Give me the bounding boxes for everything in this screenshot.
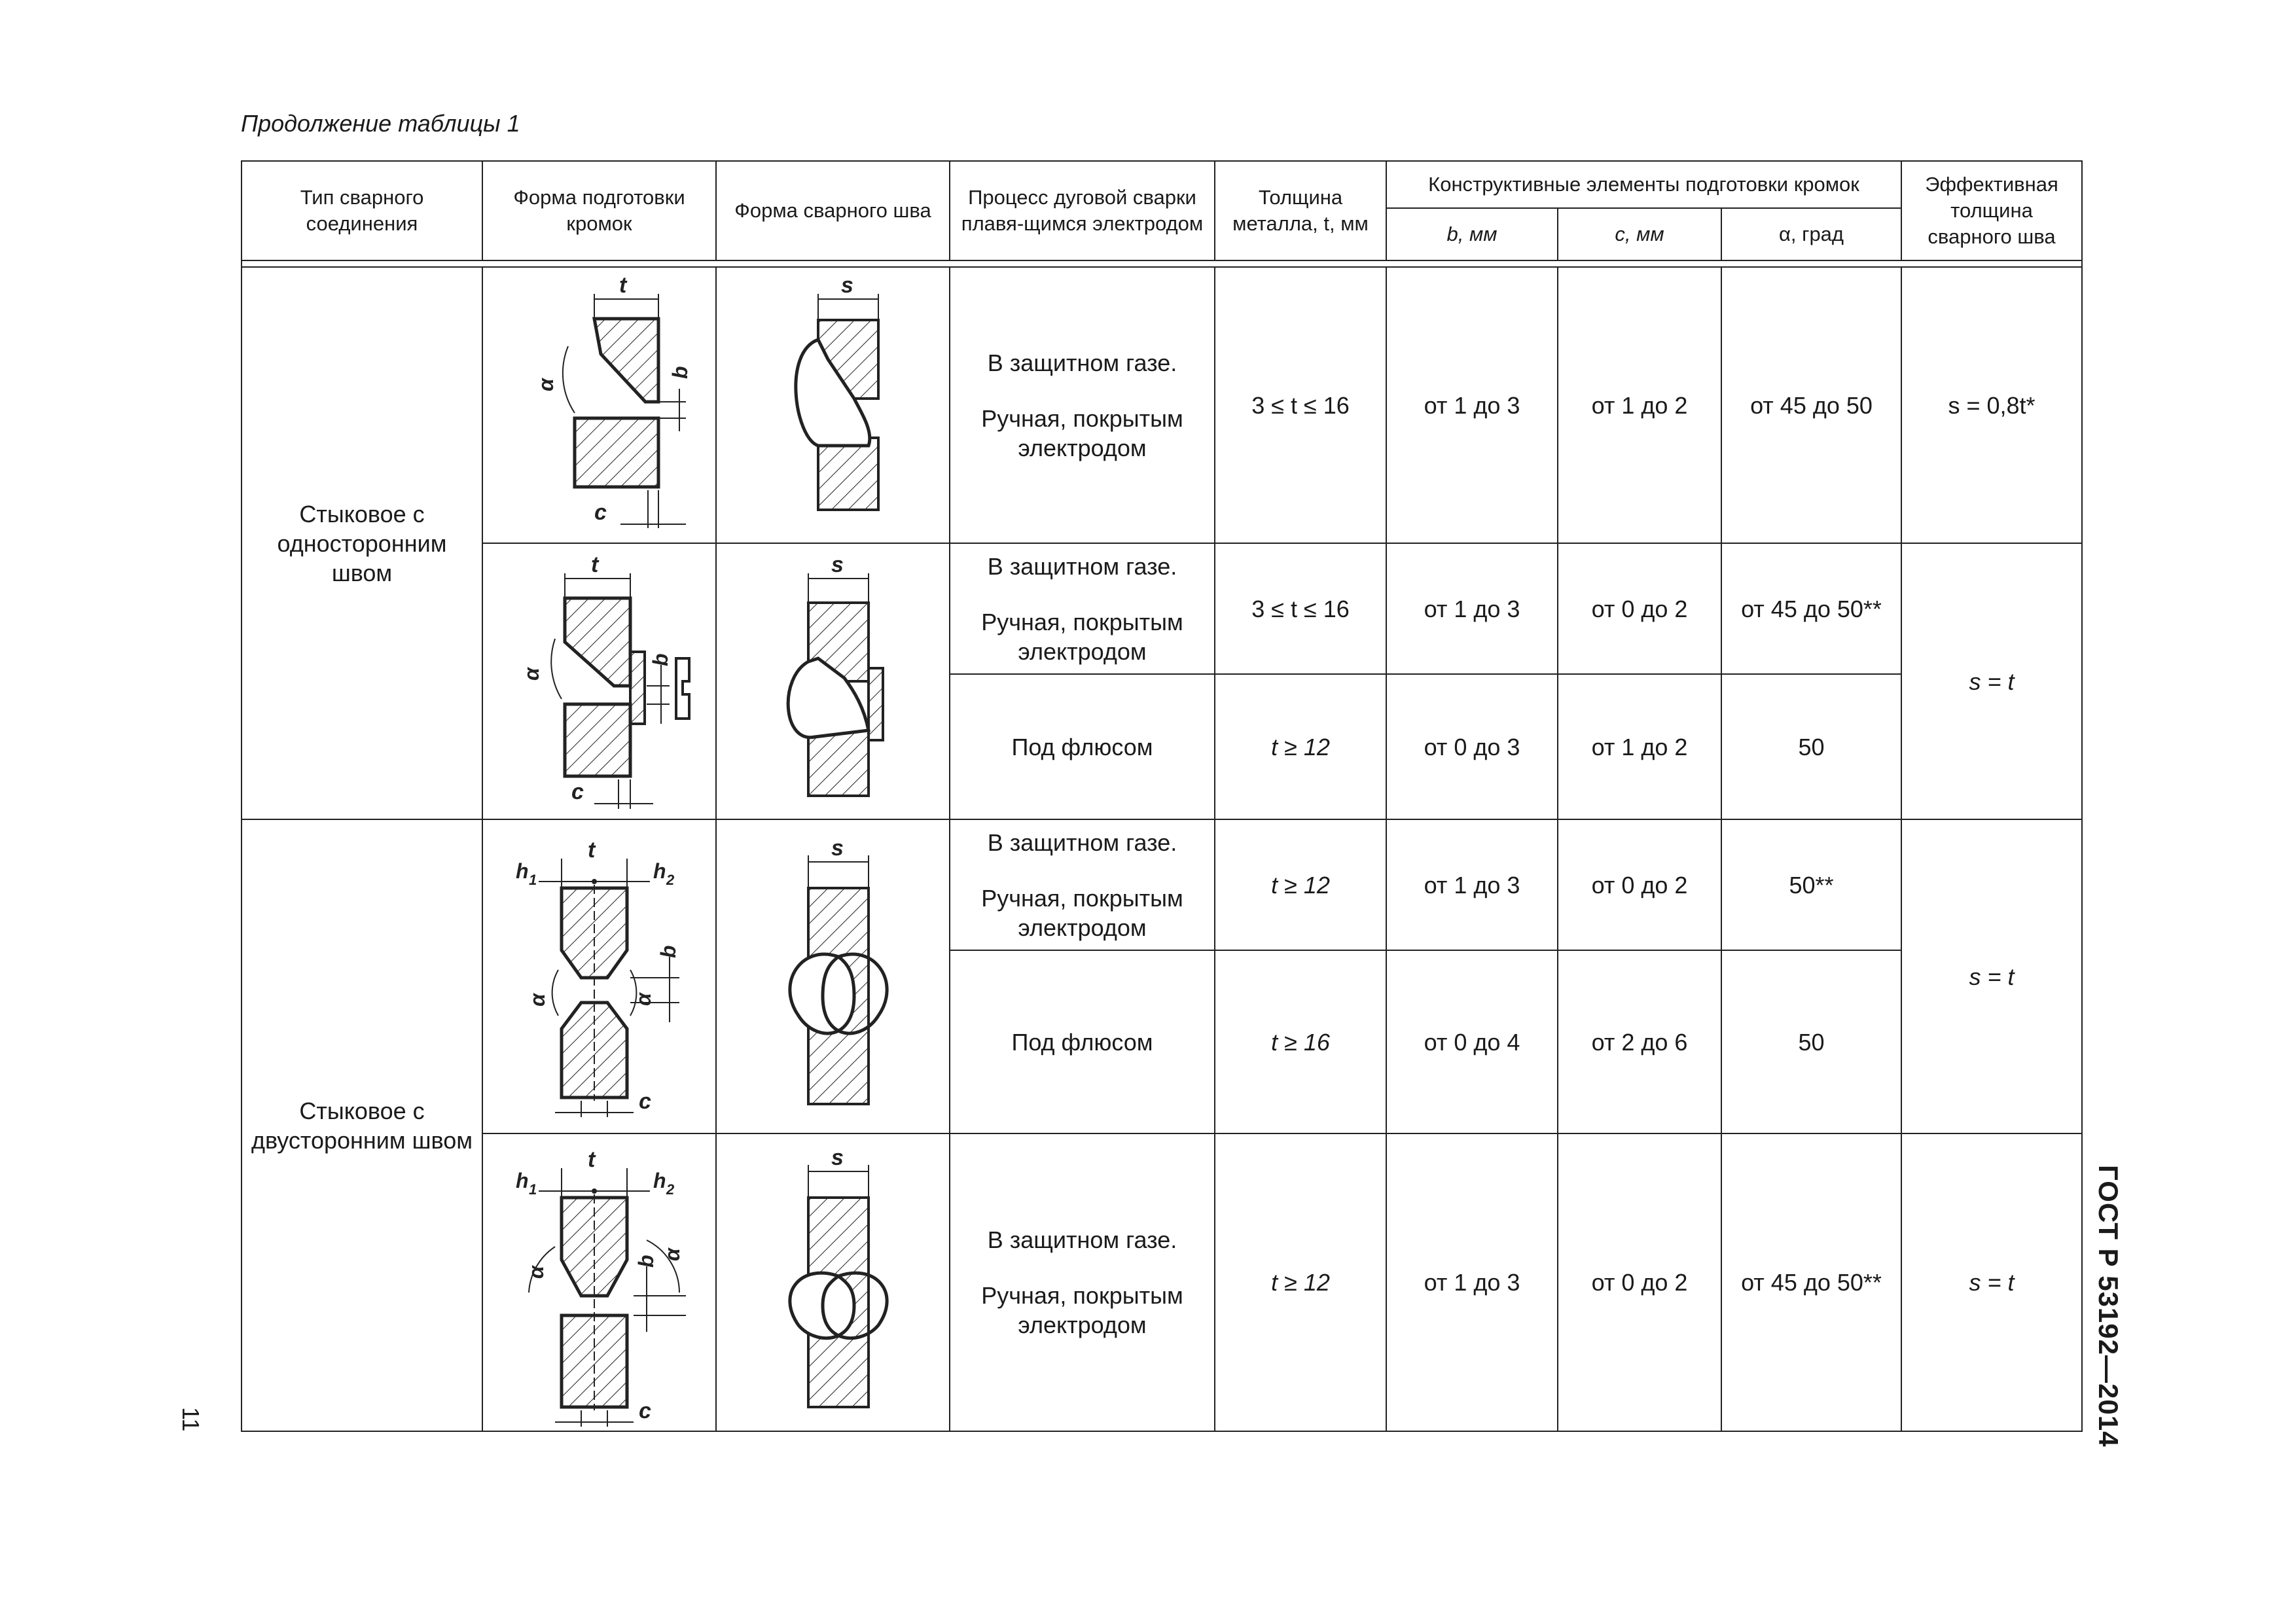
b-cell: от 1 до 3 [1386,543,1558,674]
svg-text:c: c [571,779,584,804]
svg-text:t: t [588,1147,596,1172]
effective-cell: s = 0,8t* [1901,267,2082,543]
c-cell: от 0 до 2 [1558,1133,1721,1431]
process-text: В защитном газе. [987,552,1177,580]
prep-drawing-1 [490,268,712,543]
effective-cell: s = t [1901,819,2082,1133]
weld-drawing-4 [723,1135,946,1430]
process-text: В защитном газе. [987,349,1177,376]
process-text: В защитном газе. [987,1226,1177,1253]
weld-figure-3 [716,819,950,1133]
process-text: Ручная, покрытым электродом [981,1282,1183,1338]
process-cell-2 [950,543,1215,674]
svg-text:s: s [831,552,844,577]
svg-text:2: 2 [666,1181,675,1198]
svg-text:c: c [639,1398,651,1423]
header-process: Процесс дуговой сварки плавя-щимся электродом [950,161,1215,260]
alpha-cell: от 45 до 50 [1721,267,1901,543]
svg-text:t: t [619,273,627,298]
svg-text:α: α [660,1247,684,1261]
thickness-cell: t ≥ 12 [1215,819,1386,950]
header-elements: Конструктивные элементы подготовки кромок [1386,161,1901,208]
svg-text:α: α [526,993,549,1007]
weld-figure-4 [716,1133,950,1431]
c-cell: от 0 до 2 [1558,543,1721,674]
weld-figure-2 [716,543,950,819]
thickness-cell: t ≥ 12 [1215,1133,1386,1431]
header-effective: Эффективная толщина сварного шва [1901,161,2082,260]
svg-text:c: c [639,1089,651,1114]
svg-text:b: b [634,1254,658,1268]
b-cell: от 0 до 3 [1386,674,1558,819]
header-alpha: α, град [1721,208,1901,260]
process-cell-3: Под флюсом [950,674,1215,819]
prep-drawing-4 [490,1135,712,1430]
header-prep-shape: Форма подготовки кромок [482,161,716,260]
process-text: Ручная, покрытым электродом [981,884,1183,941]
table-caption: Продолжение таблицы 1 [241,110,520,137]
process-text: Ручная, покрытым электродом [981,608,1183,665]
b-cell: от 1 до 3 [1386,819,1558,950]
svg-text:1: 1 [529,872,537,888]
svg-text:α: α [520,668,543,681]
c-cell: от 1 до 2 [1558,267,1721,543]
weld-joints-table [241,160,2083,1432]
svg-text:1: 1 [529,1181,537,1198]
svg-text:h: h [653,859,666,883]
svg-text:α: α [632,993,655,1006]
process-text: В защитном газе. [987,829,1177,856]
alpha-cell: от 45 до 50** [1721,1133,1901,1431]
svg-text:α: α [534,378,558,391]
svg-text:2: 2 [666,872,675,888]
prep-figure-2 [482,543,716,819]
svg-text:s: s [841,273,853,298]
weld-drawing-2 [723,547,946,815]
prep-figure-4 [482,1133,716,1431]
b-cell: от 1 до 3 [1386,267,1558,543]
thickness-cell: t ≥ 16 [1215,950,1386,1133]
svg-text:t: t [588,838,596,863]
svg-text:h: h [653,1168,666,1192]
alpha-cell: 50 [1721,950,1901,1133]
thickness-cell: 3 ≤ t ≤ 16 [1215,543,1386,674]
thickness-cell: t ≥ 12 [1215,674,1386,819]
prep-figure-3 [482,819,716,1133]
process-cell-4 [950,819,1215,950]
svg-text:b: b [649,653,672,666]
thickness-cell: 3 ≤ t ≤ 16 [1215,267,1386,543]
svg-text:s: s [831,836,844,861]
svg-text:h: h [516,859,529,883]
header-c: c, мм [1558,208,1721,260]
type-single-sided: Стыковое с односторонним швом [242,267,482,819]
type-double-sided: Стыковое с двусторонним швом [242,819,482,1431]
document-number: ГОСТ Р 53192—2014 [2093,1165,2124,1448]
header-b: b, мм [1386,208,1558,260]
prep-drawing-2 [490,547,712,815]
header-type: Тип сварного соединения [242,161,482,260]
svg-text:s: s [831,1145,844,1170]
weld-drawing-1 [723,268,946,543]
header-thickness: Толщина металла, t, мм [1215,161,1386,260]
svg-text:c: c [594,500,607,525]
b-cell: от 0 до 4 [1386,950,1558,1133]
alpha-cell: 50 [1721,674,1901,819]
svg-text:α: α [524,1265,548,1279]
process-cell-1 [950,267,1215,543]
svg-text:b: b [656,945,680,958]
page-number: 11 [177,1407,204,1432]
b-cell: от 1 до 3 [1386,1133,1558,1431]
weld-drawing-3 [723,826,946,1127]
svg-text:h: h [516,1168,529,1192]
weld-figure-1 [716,267,950,543]
c-cell: от 1 до 2 [1558,674,1721,819]
effective-cell: s = t [1901,543,2082,819]
header-weld-shape: Форма сварного шва [716,161,950,260]
process-cell-5: Под флюсом [950,950,1215,1133]
effective-cell: s = t [1901,1133,2082,1431]
c-cell: от 0 до 2 [1558,819,1721,950]
prep-drawing-3 [490,826,712,1127]
process-text: Ручная, покрытым электродом [981,404,1183,461]
svg-text:t: t [591,552,599,577]
prep-figure-1 [482,267,716,543]
c-cell: от 2 до 6 [1558,950,1721,1133]
svg-text:b: b [668,366,692,379]
alpha-cell: от 45 до 50** [1721,543,1901,674]
alpha-cell: 50** [1721,819,1901,950]
process-cell-6 [950,1133,1215,1431]
